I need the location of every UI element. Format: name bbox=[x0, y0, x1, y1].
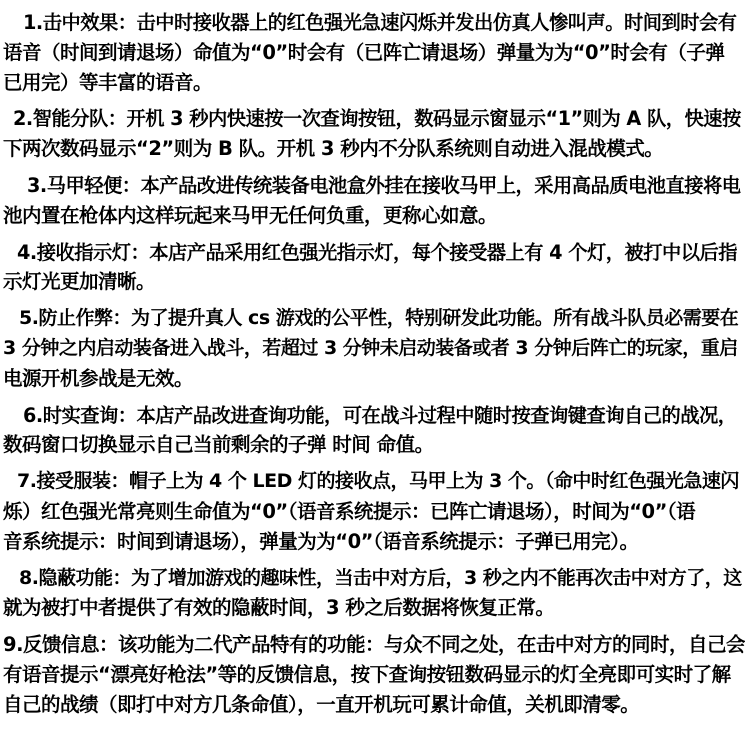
text-line: 就为被打中者提供了有效的隐蔽时间，3 秒之后数据将恢复正常。 bbox=[3, 596, 555, 620]
text-line: 9.反馈信息：该功能为二代产品特有的功能：与众不同之处，在击中对方的同时，自己会 bbox=[3, 633, 745, 657]
text-line: 数码窗口切换显示自己当前剩余的子弹 时间 命值。 bbox=[3, 433, 434, 457]
text-line: 8.隐蔽功能：为了增加游戏的趣味性，当击中对方后，3 秒之内不能再次击中对方了，这 bbox=[19, 566, 742, 589]
feature-item-smart-team bbox=[3, 104, 745, 164]
feature-item-indicator-light bbox=[3, 238, 745, 298]
text-line: 4.接收指示灯：本店产品采用红色强光指示灯，每个接受器上有 4 个灯，被打中以后指 bbox=[17, 240, 738, 264]
feature-description-document bbox=[3, 8, 745, 720]
text-line: 3.马甲轻便：本产品改进传统装备电池盒外挂在接收马甲上，采用高品质电池直接将电 bbox=[27, 173, 741, 197]
feature-item-light-vest bbox=[3, 171, 745, 231]
feature-item-hit-effect bbox=[3, 8, 745, 97]
text-line: 7.接受服装：帽子上为 4 个 LED 灯的接收点，马甲上为 3 个。（命中时红色强光急速闪 bbox=[17, 470, 739, 493]
text-line: 下两次数码显示“2”则为 B 队。开机 3 秒内不分队系统则自动进入混战模式。 bbox=[3, 137, 664, 161]
feature-item-receiver-gear bbox=[3, 467, 745, 556]
text-line: 池内置在枪体内这样玩起来马甲无任何负重，更称心如意。 bbox=[3, 203, 498, 227]
text-line: 3 分钟之内启动装备进入战斗，若超过 3 分钟未启动装备或者 3 分钟后阵亡的玩家，重启 bbox=[3, 336, 738, 359]
text-line: 6.时实查询：本店产品改进查询功能，可在战斗过程中随时按查询键查询自己的战况， bbox=[23, 403, 737, 427]
text-line: 2.智能分队：开机 3 秒内快速按一次查询按钮，数码显示窗显示“1”则为 A 队，快速按 bbox=[13, 107, 741, 131]
text-line: 音系统提示：时间到请退场），弹量为为“0”（语音系统提示：子弹已用完）。 bbox=[3, 529, 639, 553]
text-line: 示灯光更加清晰。 bbox=[3, 270, 156, 294]
text-line: 自己的战绩（即打中对方几条命值），一直开机玩可累计命值，关机即清零。 bbox=[3, 692, 640, 716]
feature-item-realtime-query bbox=[3, 401, 745, 461]
text-line: 语音（时间到请退场）命值为“0”时会有（已阵亡请退场）弹量为为“0”时会有（子弹 bbox=[3, 40, 725, 64]
text-line: 已用完）等丰富的语音。 bbox=[3, 70, 213, 94]
feature-item-anti-cheat bbox=[3, 304, 745, 393]
text-line: 有语音提示“漂亮好枪法”等的反馈信息，按下查询按钮数码显示的灯全亮即可实时了解 bbox=[3, 662, 731, 686]
feature-item-cover-function bbox=[3, 564, 745, 624]
feature-item-feedback-info bbox=[3, 630, 745, 719]
text-line: 5.防止作弊：为了提升真人 cs 游戏的公平性，特别研发此功能。所有战斗队员必需要在 bbox=[19, 307, 739, 330]
text-line: 烁）红色强光常亮则生命值为“0”（语音系统提示：已阵亡请退场），时间为“0”（语 bbox=[3, 499, 696, 523]
text-line: 1.击中效果：击中时接收器上的红色强光急速闪烁并发出仿真人惨叫声。时间到时会有 bbox=[23, 11, 737, 34]
text-line: 电源开机参战是无效。 bbox=[3, 366, 194, 390]
